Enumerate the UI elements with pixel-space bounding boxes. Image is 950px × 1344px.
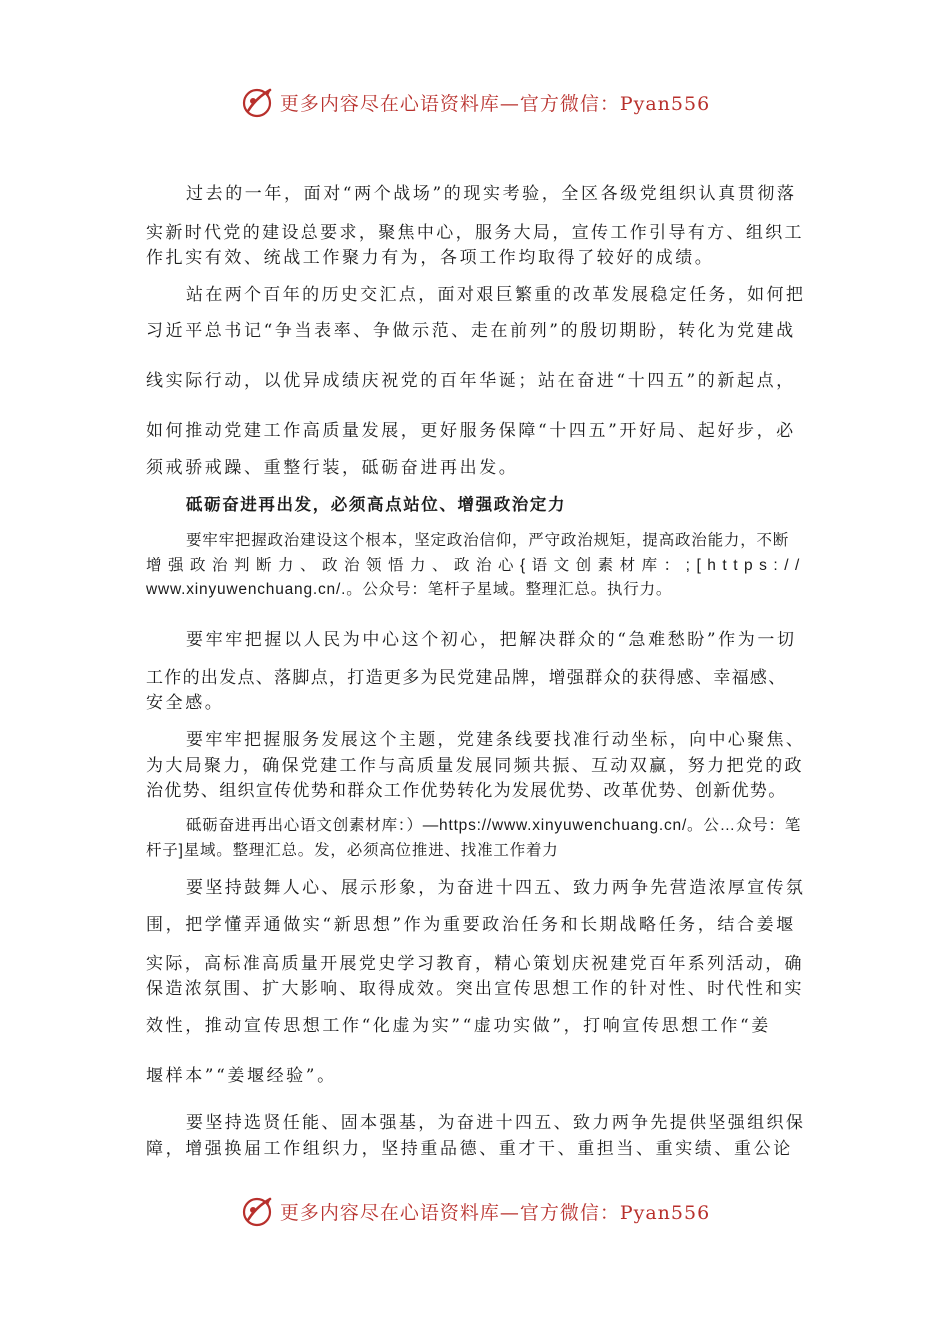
paragraph-line: 增强政治判断力、政治领悟力、政治心{语文创素材库：;[https://: [146, 557, 806, 574]
paragraph-line: 作扎实有效、统战工作聚力有为，各项工作均取得了较好的成绩。: [146, 248, 715, 268]
section-heading: 砥砺奋进再出发，必须高点站位、增强政治定力: [186, 495, 567, 514]
paragraph-line: 保造浓氛围、扩大影响、取得成效。突出宣传思想工作的针对性、时代性和实: [146, 979, 804, 999]
paragraph-line: 过去的一年，面对“两个战场”的现实考验，全区各级党组织认真贯彻落: [186, 184, 797, 204]
paragraph-line: 安全感。: [146, 693, 225, 713]
paragraph-line: 实际，高标准高质量开展党史学习教育，精心策划庆祝建党百年系列活动，确: [146, 954, 804, 974]
paragraph-line: 堰样本”“姜堰经验”。: [146, 1066, 337, 1086]
paragraph-line: 线实际行动，以优异成绩庆祝党的百年华诞；站在奋进“十四五”的新起点，: [146, 371, 796, 391]
paragraph-line: 实新时代党的建设总要求，聚焦中心，服务大局，宣传工作引导有方、组织工: [146, 223, 804, 243]
watermark-text: 更多内容尽在心语资料库—官方微信：Pyan556: [279, 1201, 711, 1224]
footer-watermark: [0, 1191, 950, 1231]
paragraph-line: 习近平总书记“争当表率、争做示范、走在前列”的殷切期盼，转化为党建战: [146, 321, 796, 341]
paragraph-line: 要牢牢把握政治建设这个根本，坚定政治信仰，严守政治规矩，提高政治能力，不断: [186, 532, 790, 549]
watermark-text: 更多内容尽在心语资料库—官方微信：Pyan556: [279, 92, 711, 115]
paragraph-line: 要牢牢把握以人民为中心这个初心，把解决群众的“急难愁盼”作为一切: [186, 630, 797, 650]
paragraph-line: 要坚持选贤任能、固本强基，为奋进十四五、致力两争先提供坚强组织保: [186, 1113, 806, 1133]
paragraph-line: 障，增强换届工作组织力，坚持重品德、重才干、重担当、重实绩、重公论: [146, 1139, 793, 1159]
watermark-logo-icon: [240, 1193, 276, 1229]
paragraph-line: 治优势、组织宣传优势和群众工作优势转化为发展优势、改革优势、创新优势。: [146, 781, 787, 801]
paragraph-line: 须戒骄戒躁、重整行装，砥砺奋进再出发。: [146, 458, 519, 478]
paragraph-line: 要牢牢把握服务发展这个主题，党建条线要找准行动坐标，向中心聚焦、: [186, 730, 806, 750]
paragraph-line: 要坚持鼓舞人心、展示形象，为奋进十四五、致力两争先营造浓厚宣传氛: [186, 878, 806, 898]
paragraph-line: 效性，推动宣传思想工作“化虚为实”“虚功实做”，打响宣传思想工作“姜: [146, 1016, 771, 1036]
paragraph-line: 为大局聚力，确保党建工作与高质量发展同频共振、互动双赢，努力把党的政: [146, 756, 804, 776]
paragraph-line: www.xinyuwenchuang.cn/.。公众号：笔杆子星域。整理汇总。执行力。: [146, 581, 673, 598]
paragraph-line: 砥砺奋进再出心语文创素材库：）—https://www.xinyuwenchuang.cn/。公…众号：笔: [186, 817, 802, 834]
paragraph-line: 如何推动党建工作高质量发展，更好服务保障“十四五”开好局、起好步，必: [146, 421, 796, 441]
paragraph-line: 杆子]星域。整理汇总。发，必须高位推进、找准工作着力: [146, 842, 559, 859]
paragraph-line: 工作的出发点、落脚点，打造更多为民党建品牌，增强群众的获得感、幸福感、: [146, 668, 787, 688]
paragraph-line: 站在两个百年的历史交汇点，面对艰巨繁重的改革发展稳定任务，如何把: [186, 285, 806, 305]
paragraph-line: 围，把学懂弄通做实“新思想”作为重要政治任务和长期战略任务，结合姜堰: [146, 915, 796, 935]
